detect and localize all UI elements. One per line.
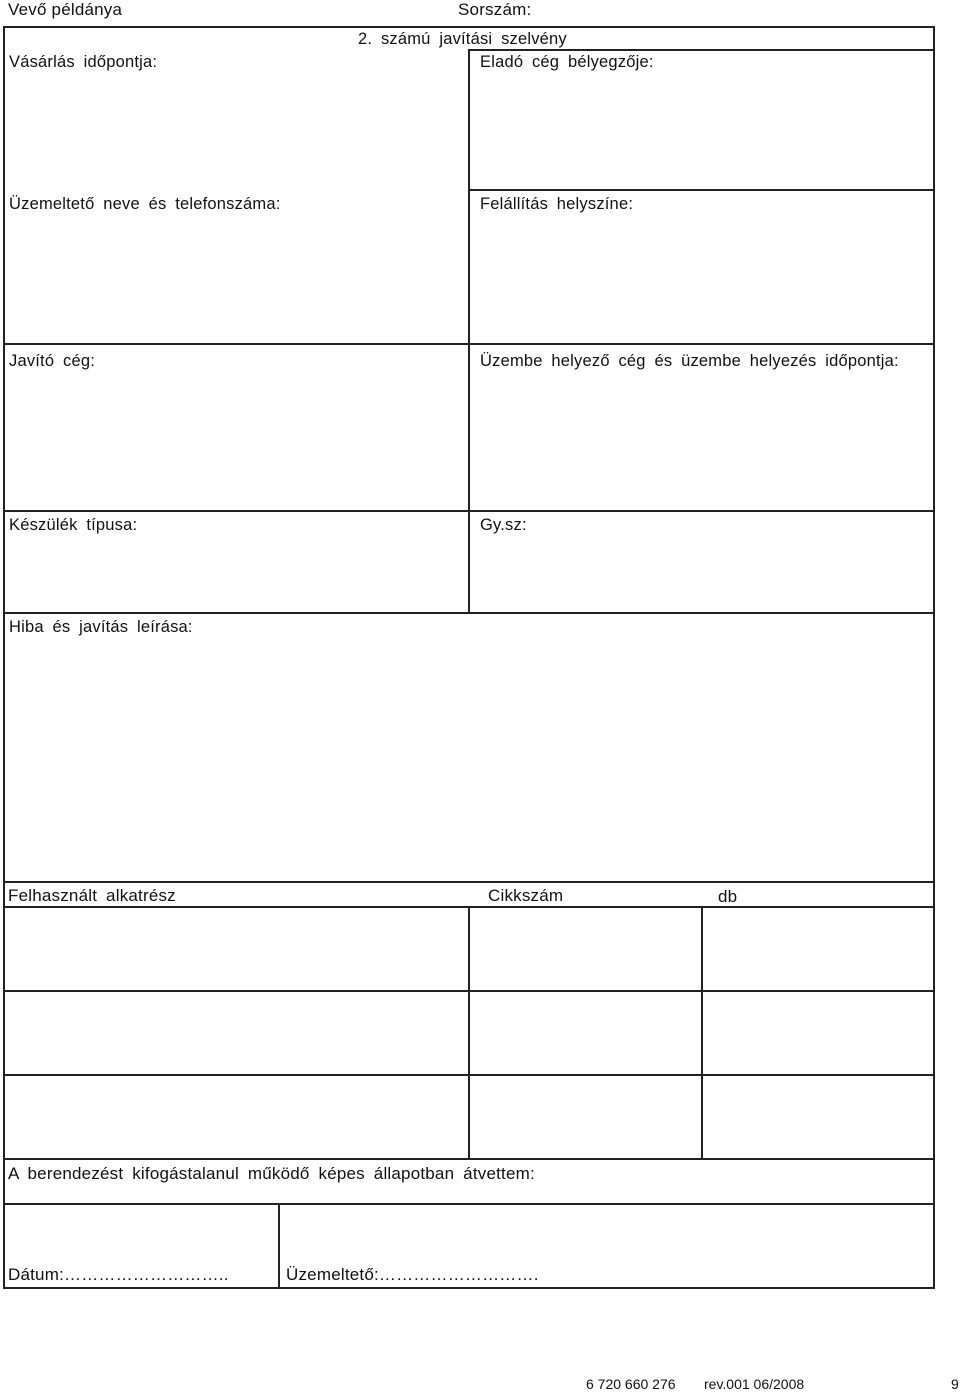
seller-stamp-label: Eladó cég bélyegzője:: [480, 53, 654, 71]
operator-signature-field: Üzemeltető:……………………….: [286, 1265, 539, 1284]
fault-description-label: Hiba és javítás leírása:: [9, 618, 193, 636]
serial-label: Sorszám:: [458, 0, 532, 19]
page-number: 9: [951, 1376, 959, 1392]
form-title: 2. számú javítási szelvény: [358, 30, 567, 48]
repair-company-label: Javító cég:: [9, 352, 95, 370]
device-type-label: Készülék típusa:: [9, 516, 138, 534]
serial-number-label: Gy.sz:: [480, 516, 527, 534]
copy-label: Vevő példánya: [8, 0, 123, 19]
article-number-column-header: Cikkszám: [488, 886, 564, 905]
installation-site-label: Felállítás helyszíne:: [480, 195, 634, 213]
operator-name-phone-label: Üzemeltető neve és telefonszáma:: [9, 195, 281, 213]
parts-column-header: Felhasznált alkatrész: [8, 886, 176, 905]
revision-label: rev.001 06/2008: [704, 1376, 805, 1392]
purchase-date-label: Vásárlás időpontja:: [9, 53, 158, 71]
commissioning-label: Üzembe helyező cég és üzembe helyezés időpontja:: [480, 352, 899, 370]
date-signature-field: Dátum:………………………..: [8, 1265, 229, 1284]
acceptance-statement: A berendezést kifogástalanul működő képes állapotban átvettem:: [8, 1164, 535, 1183]
document-number: 6 720 660 276: [586, 1376, 676, 1392]
quantity-column-header: db: [718, 887, 738, 906]
